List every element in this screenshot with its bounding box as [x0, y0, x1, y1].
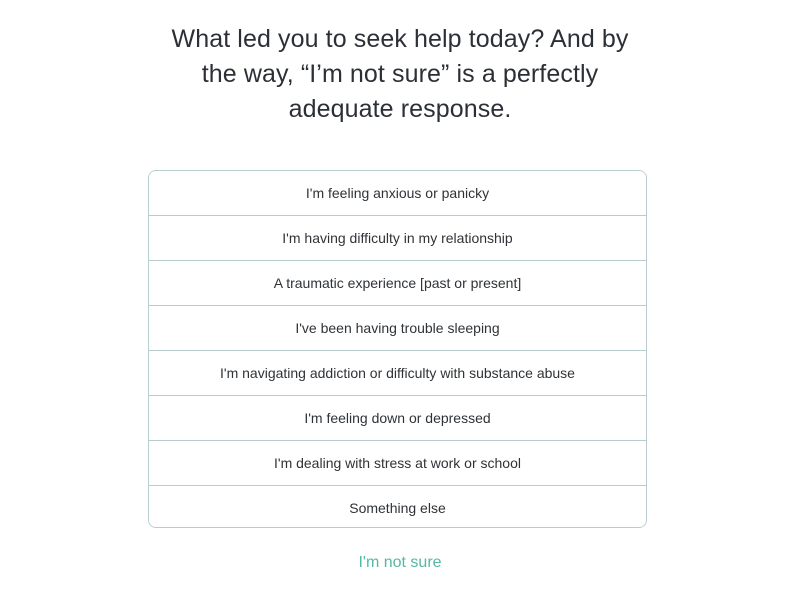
option-trouble-sleeping[interactable]: I've been having trouble sleeping [149, 306, 646, 351]
option-traumatic-experience[interactable]: A traumatic experience [past or present] [149, 261, 646, 306]
option-something-else[interactable]: Something else [149, 486, 646, 528]
option-down-depressed[interactable]: I'm feeling down or depressed [149, 396, 646, 441]
question-line-2: the way, “I’m not sure” is a perfectly [201, 60, 599, 88]
option-relationship-difficulty[interactable]: I'm having difficulty in my relationship [149, 216, 646, 261]
question-line-1: What led you to seek help today? And by [171, 25, 629, 53]
option-stress-work-school[interactable]: I'm dealing with stress at work or school [149, 441, 646, 486]
question-heading [150, 22, 650, 127]
option-addiction-substance-abuse[interactable]: I'm navigating addiction or difficulty with substance abuse [149, 351, 646, 396]
question-line-3: adequate response. [288, 95, 512, 123]
answer-options-list [148, 170, 647, 528]
option-anxious-panicky[interactable]: I'm feeling anxious or panicky [149, 171, 646, 216]
not-sure-link[interactable]: I'm not sure [358, 554, 442, 571]
